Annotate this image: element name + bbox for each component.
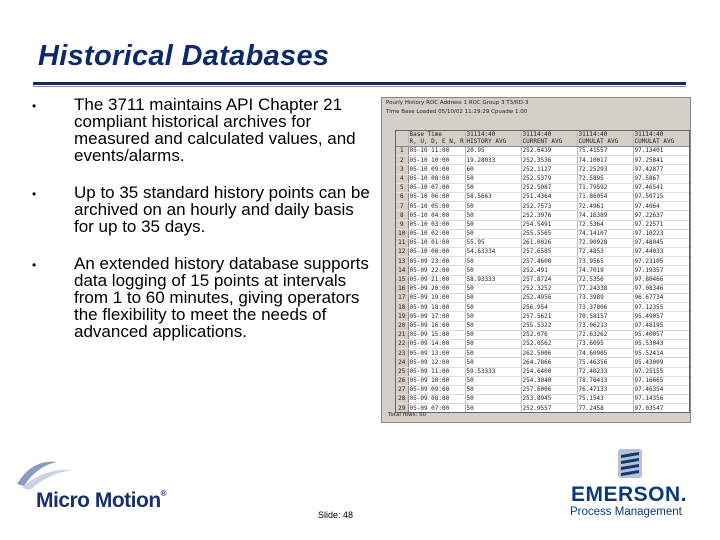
table-cell: 74.10017	[577, 156, 633, 165]
table-cell: 05-09 11:00	[408, 367, 465, 376]
table-cell: 05-10 07:00	[408, 183, 465, 192]
table-cell: 95.43009	[633, 358, 689, 367]
row-number: 28	[396, 395, 408, 404]
table-cell: 05-10 01:00	[408, 238, 465, 247]
table-cell: 50	[465, 257, 521, 266]
trademark-mark: ®	[160, 489, 167, 498]
row-number: 3	[396, 165, 408, 174]
table-cell: 05-09 19:00	[408, 294, 465, 303]
table-cell: 05-09 07:00	[408, 404, 465, 413]
table-cell: 97.19357	[633, 266, 689, 275]
table-row[interactable]	[396, 367, 689, 376]
table-cell: 50	[465, 330, 521, 339]
table-cell: 255.5565	[521, 229, 577, 238]
title-underline	[33, 82, 686, 85]
row-number: 2	[396, 156, 408, 165]
table-row[interactable]	[396, 192, 689, 201]
table-cell: 97.25155	[633, 367, 689, 376]
table-row[interactable]	[396, 312, 689, 321]
table-row[interactable]	[396, 275, 689, 284]
table-cell: 97.46354	[633, 385, 689, 394]
table-cell: 50	[465, 294, 521, 303]
table-cell: 252.6439	[521, 147, 577, 156]
table-cell: 97.08346	[633, 284, 689, 293]
table-cell: 252.3536	[521, 156, 577, 165]
table-cell: 95.53043	[633, 339, 689, 348]
table-cell: 264.7866	[521, 358, 577, 367]
table-cell: 50	[465, 312, 521, 321]
table-cell: 254.3040	[521, 376, 577, 385]
table-cell: 05-10 03:00	[408, 220, 465, 229]
table-cell: 60	[465, 165, 521, 174]
table-cell: 254.5491	[521, 220, 577, 229]
table-cell: 50	[465, 174, 521, 183]
bullet-glyph: •	[32, 258, 37, 272]
table-cell: 05-09 15:00	[408, 330, 465, 339]
table-cell: 261.0026	[521, 238, 577, 247]
table-cell: 252.3976	[521, 211, 577, 220]
row-number: 24	[396, 358, 408, 367]
table-cell: 50	[465, 183, 521, 192]
table-cell: 97.4064	[633, 202, 689, 211]
table-cell: 74.14107	[577, 229, 633, 238]
slide-number: Slide: 48	[318, 510, 354, 520]
row-number: 1	[396, 147, 408, 156]
screenshot-header: Pourly History ROC Address 1 ROC Group 3 T3/RD-3	[386, 100, 529, 106]
table-cell: 50	[465, 404, 521, 413]
table-cell: 05-10 09:00	[408, 165, 465, 174]
table-cell: 97.03547	[633, 404, 689, 413]
row-number: 22	[396, 339, 408, 348]
table-row[interactable]	[396, 321, 689, 330]
table-cell: 252.4956	[521, 294, 577, 303]
table-cell: 257.4600	[521, 257, 577, 266]
table-cell: 252.1127	[521, 165, 577, 174]
row-number: 10	[396, 229, 408, 238]
table-cell: 253.8945	[521, 395, 577, 404]
bullet-item	[30, 255, 375, 340]
table-cell: 96.67734	[633, 294, 689, 303]
table-cell: 50	[465, 266, 521, 275]
table-row[interactable]	[396, 339, 689, 348]
row-number: 8	[396, 211, 408, 220]
table-cell: 72.4961	[577, 202, 633, 211]
table-cell: 50	[465, 202, 521, 211]
table-cell: 20.95	[465, 147, 521, 156]
micro-motion-logo-text: Micro Motion	[36, 489, 161, 512]
table-cell: 97.12355	[633, 303, 689, 312]
table-row[interactable]	[396, 220, 689, 229]
table-row[interactable]	[396, 266, 689, 275]
table-cell: 97.25841	[633, 156, 689, 165]
table-cell: 50	[465, 376, 521, 385]
table-cell: 252.3252	[521, 284, 577, 293]
table-cell: 97.5867	[633, 174, 689, 183]
table-cell: 252.5087	[521, 183, 577, 192]
table-cell: 50	[465, 339, 521, 348]
table-cell: 254.6400	[521, 367, 577, 376]
table-cell: 257.5621	[521, 312, 577, 321]
table-cell: 05-09 17:00	[408, 312, 465, 321]
table-cell: 05-09 14:00	[408, 339, 465, 348]
history-grid	[395, 130, 690, 413]
table-cell: 73.06213	[577, 321, 633, 330]
table-cell: 05-09 09:00	[408, 385, 465, 394]
bullet-text: An extended history database supports data logging of 15 points at intervals from 1 to 60 minutes, giving operators the flexibility to meet the needs of advanced applications.	[74, 254, 369, 341]
table-row[interactable]	[396, 248, 689, 257]
row-number: 26	[396, 376, 408, 385]
table-cell: 50	[465, 395, 521, 404]
table-cell: 50	[465, 358, 521, 367]
row-number: 11	[396, 238, 408, 247]
table-cell: 77.2458	[577, 404, 633, 413]
table-cell: 58.5663	[465, 192, 521, 201]
table-cell: 58.93333	[465, 275, 521, 284]
table-cell: 55.95	[465, 238, 521, 247]
table-cell: 95.40057	[633, 330, 689, 339]
row-number: 12	[396, 248, 408, 257]
row-number: 13	[396, 257, 408, 266]
row-number: 23	[396, 349, 408, 358]
table-cell: 72.40233	[577, 367, 633, 376]
table-cell: 05-09 20:00	[408, 284, 465, 293]
row-number: 18	[396, 303, 408, 312]
table-cell: 73.6095	[577, 339, 633, 348]
table-cell: 73.9565	[577, 257, 633, 266]
table-cell: 262.5006	[521, 349, 577, 358]
table-row[interactable]	[396, 385, 689, 394]
table-row[interactable]	[396, 183, 689, 192]
bullet-list	[30, 96, 375, 360]
table-row[interactable]	[396, 147, 689, 156]
table-row[interactable]	[396, 395, 689, 404]
row-number: 19	[396, 312, 408, 321]
title-underline-thin	[33, 86, 686, 87]
row-number: 4	[396, 174, 408, 183]
table-cell: 72.5356	[577, 275, 633, 284]
micro-motion-logo	[36, 489, 166, 513]
table-cell: 75.46356	[577, 358, 633, 367]
table-cell: 05-10 11:00	[408, 147, 465, 156]
table-cell: 252.076	[521, 330, 577, 339]
micro-motion-swoosh-icon	[12, 454, 82, 494]
history-table	[396, 131, 690, 413]
table-cell: 05-09 08:00	[408, 395, 465, 404]
table-cell: 75.1543	[577, 395, 633, 404]
table-cell: 97.14356	[633, 395, 689, 404]
table-cell: 252.491	[521, 266, 577, 275]
bullet-glyph: •	[32, 99, 37, 113]
row-number: 27	[396, 385, 408, 394]
table-cell: 05-09 16:00	[408, 321, 465, 330]
table-cell: 50	[465, 303, 521, 312]
table-cell: 05-10 00:00	[408, 248, 465, 257]
bullet-item	[30, 96, 375, 164]
row-number: 6	[396, 192, 408, 201]
row-number: 14	[396, 266, 408, 275]
table-cell: 59.53333	[465, 367, 521, 376]
bullet-item	[30, 184, 375, 235]
table-row[interactable]	[396, 174, 689, 183]
row-number: 16	[396, 284, 408, 293]
table-cell: 05-10 05:00	[408, 202, 465, 211]
table-row[interactable]	[396, 257, 689, 266]
table-row[interactable]	[396, 165, 689, 174]
table-cell: 72.5895	[577, 174, 633, 183]
table-cell: 50	[465, 284, 521, 293]
table-cell: 78.70413	[577, 376, 633, 385]
column-header[interactable]: Base Time R, U, D, E N, R	[409, 131, 464, 146]
table-cell: 50	[465, 229, 521, 238]
table-cell: 19.28033	[465, 156, 521, 165]
table-cell: 72.63262	[577, 330, 633, 339]
column-header[interactable]: 31114:40 CUMULAT AVG	[633, 131, 689, 147]
table-cell: 257.6006	[521, 385, 577, 394]
table-cell: 95.52414	[633, 349, 689, 358]
table-cell: 97.16665	[633, 376, 689, 385]
table-cell: 252.5379	[521, 174, 577, 183]
row-number: 15	[396, 275, 408, 284]
table-row[interactable]	[396, 294, 689, 303]
row-number: 25	[396, 367, 408, 376]
table-cell: 97.48195	[633, 321, 689, 330]
table-cell: 71.86054	[577, 192, 633, 201]
table-row[interactable]	[396, 238, 689, 247]
table-cell: 97.48045	[633, 238, 689, 247]
bullet-text: The 3711 maintains API Chapter 21 compliant historical archives for measured and calculated values, and events/alarms.	[74, 95, 356, 165]
column-header[interactable]: 31114:40 CUMULAT AVG	[577, 131, 633, 147]
table-cell: 05-09 21:00	[408, 275, 465, 284]
table-cell: 97.44033	[633, 248, 689, 257]
slide-title: Historical Databases	[38, 40, 330, 72]
table-cell: 54.63334	[465, 248, 521, 257]
bullet-text: Up to 35 standard history points can be archived on an hourly and daily basis for up to 35 days.	[74, 183, 370, 236]
screenshot-subheader: Time Base Loaded 05/10/02 11:29:29 Cpuadw 1.00	[386, 109, 528, 115]
row-number-header	[396, 131, 408, 147]
emerson-logo: EMERSON.	[571, 483, 688, 506]
table-cell: 50	[465, 349, 521, 358]
table-cell: 50	[465, 220, 521, 229]
table-row[interactable]	[396, 376, 689, 385]
table-cell: 05-10 02:00	[408, 229, 465, 238]
row-number: 5	[396, 183, 408, 192]
table-cell: 75.41557	[577, 147, 633, 156]
table-cell: 05-09 23:00	[408, 257, 465, 266]
table-row[interactable]	[396, 358, 689, 367]
table-cell: 72.4853	[577, 248, 633, 257]
column-header[interactable]: 31114:40 HISTORY AVG	[465, 131, 521, 147]
table-cell: 97.22637	[633, 211, 689, 220]
row-number: 29	[396, 404, 408, 413]
table-cell: 50	[465, 321, 521, 330]
table-cell: 71.79592	[577, 183, 633, 192]
table-row[interactable]	[396, 202, 689, 211]
table-cell: 252.0562	[521, 339, 577, 348]
table-cell: 05-09 13:00	[408, 349, 465, 358]
table-header-row	[396, 131, 689, 147]
table-cell: 251.4364	[521, 192, 577, 201]
table-cell: 05-09 12:00	[408, 358, 465, 367]
table-cell: 05-10 08:00	[408, 174, 465, 183]
table-row[interactable]	[396, 156, 689, 165]
bullet-glyph: •	[32, 187, 37, 201]
row-number: 7	[396, 202, 408, 211]
process-management-tagline: Process Management	[570, 506, 682, 518]
row-number: 17	[396, 294, 408, 303]
table-cell: 95.49057	[633, 312, 689, 321]
table-row[interactable]	[396, 349, 689, 358]
table-cell: 77.24338	[577, 284, 633, 293]
table-cell: 252.9557	[521, 404, 577, 413]
table-row[interactable]	[396, 330, 689, 339]
table-cell: 05-10 10:00	[408, 156, 465, 165]
table-cell: 97.80466	[633, 275, 689, 284]
table-cell: 05-10 04:00	[408, 211, 465, 220]
table-cell: 97.50715	[633, 192, 689, 201]
table-cell: 05-09 22:00	[408, 266, 465, 275]
table-cell: 97.23105	[633, 257, 689, 266]
table-cell: 73.37806	[577, 303, 633, 312]
table-cell: 76.47133	[577, 385, 633, 394]
table-cell: 97.22571	[633, 220, 689, 229]
table-cell: 74.16389	[577, 211, 633, 220]
table-cell: 255.5322	[521, 321, 577, 330]
table-cell: 257.8724	[521, 275, 577, 284]
table-cell: 74.7019	[577, 266, 633, 275]
table-cell: 252.7573	[521, 202, 577, 211]
table-row[interactable]	[396, 211, 689, 220]
history-screenshot	[381, 97, 691, 423]
table-row[interactable]	[396, 229, 689, 238]
table-cell: 05-10 06:00	[408, 192, 465, 201]
table-cell: 70.58157	[577, 312, 633, 321]
row-number: 21	[396, 330, 408, 339]
table-cell: 97.13401	[633, 147, 689, 156]
table-cell: 97.46541	[633, 183, 689, 192]
table-row[interactable]	[396, 303, 689, 312]
table-cell: 257.6585	[521, 248, 577, 257]
row-number: 9	[396, 220, 408, 229]
table-cell: 50	[465, 211, 521, 220]
table-cell: 05-09 10:00	[408, 376, 465, 385]
table-cell: 72.5364	[577, 220, 633, 229]
table-cell: 72.25293	[577, 165, 633, 174]
table-row[interactable]	[396, 404, 689, 413]
table-cell: 74.60905	[577, 349, 633, 358]
row-number: 20	[396, 321, 408, 330]
column-header[interactable]: 31114:40 CURRENT AVG	[521, 131, 577, 147]
table-cell: 256.954	[521, 303, 577, 312]
table-cell: 05-09 18:00	[408, 303, 465, 312]
table-cell: 97.10223	[633, 229, 689, 238]
emerson-mark-icon	[615, 447, 645, 480]
table-cell: 72.90928	[577, 238, 633, 247]
table-cell: 50	[465, 385, 521, 394]
screenshot-footer: Total rows: 50	[388, 412, 427, 418]
table-cell: 97.42877	[633, 165, 689, 174]
table-cell: 73.3989	[577, 294, 633, 303]
table-row[interactable]	[396, 284, 689, 293]
